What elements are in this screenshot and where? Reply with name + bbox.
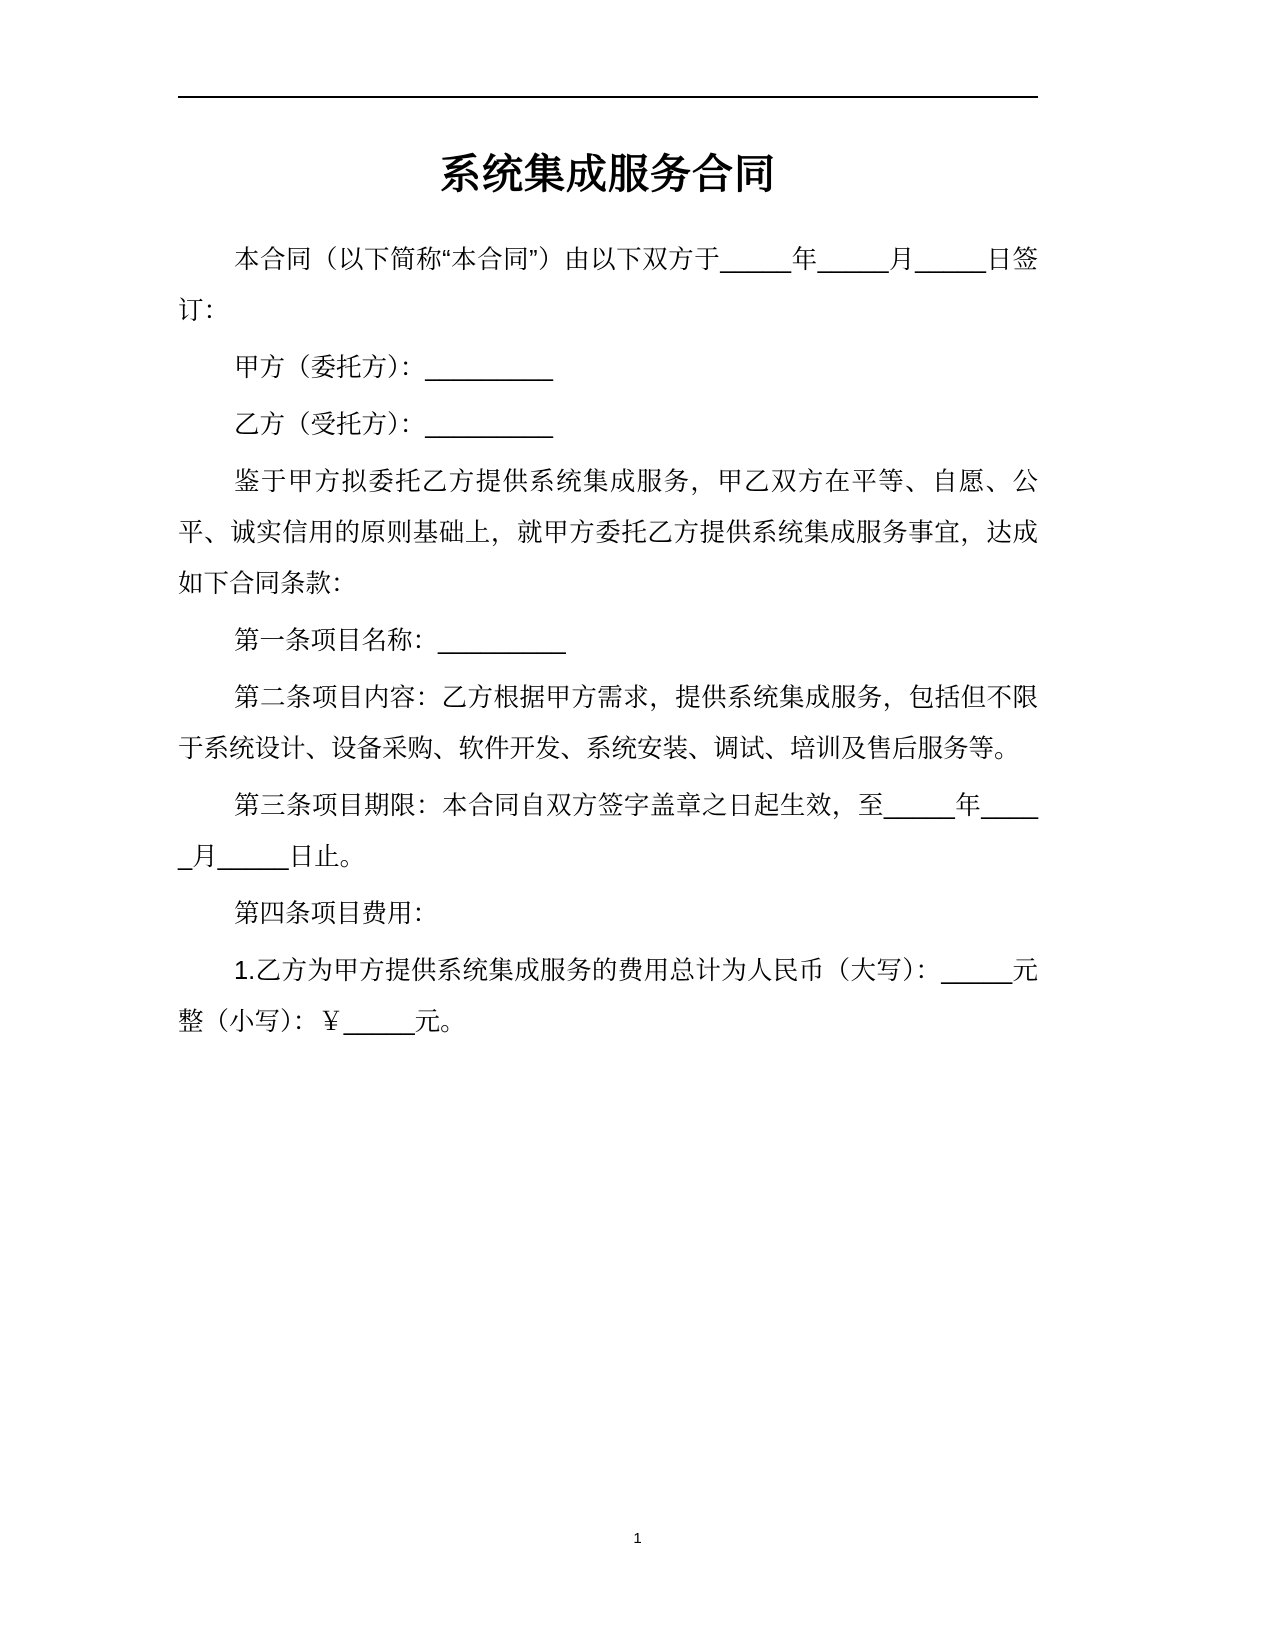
paragraph-article-4: 第四条项目费用： xyxy=(234,900,439,929)
paragraph-article-4-item-1: 1.乙方为甲方提供系统集成服务的费用总计为人民币（大写）：_____元整（小写）：￥_____元。 xyxy=(178,957,1038,1037)
paragraph-preamble: 鉴于甲方拟委托乙方提供系统集成服务，甲乙双方在平等、自愿、公平、诚实信用的原则基础上，就甲方委托乙方提供系统集成服务事宜，达成如下合同条款： xyxy=(178,468,1038,599)
paragraph-party-b: 乙方（受托方）：_________ xyxy=(234,411,553,440)
page-number: 1 xyxy=(633,1530,642,1547)
paragraph-article-2: 第二条项目内容：乙方根据甲方需求，提供系统集成服务，包括但不限于系统设计、设备采购、软件开发、系统安装、调试、培训及售后服务等。 xyxy=(178,684,1038,764)
paragraph-party-a: 甲方（委托方）：_________ xyxy=(234,354,553,383)
document-body xyxy=(178,150,1038,1054)
paragraph-article-1: 第一条项目名称：_________ xyxy=(234,627,566,656)
paragraph-signing-date: 本合同（以下简称“本合同”）由以下双方于_____年_____月_____日签订： xyxy=(178,246,1038,326)
header-divider xyxy=(178,96,1038,98)
paragraph-article-3: 第三条项目期限：本合同自双方签字盖章之日起生效，至_____年_____月_____日止。 xyxy=(178,792,1038,872)
page-title: 系统集成服务合同 xyxy=(440,151,776,197)
